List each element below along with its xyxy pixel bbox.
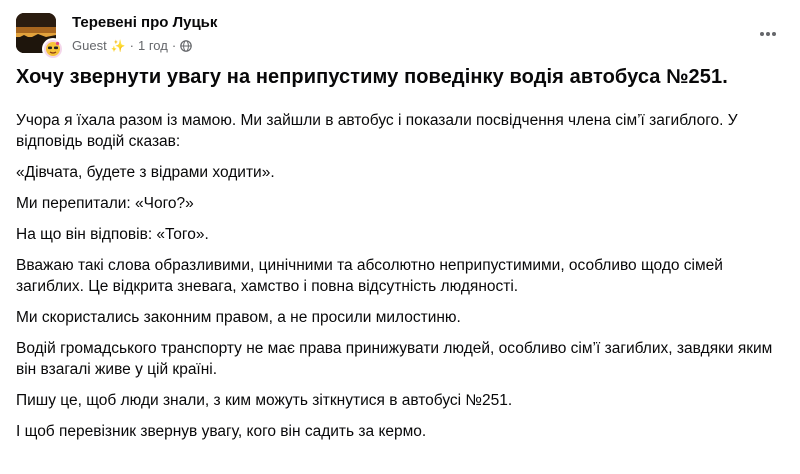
post-paragraph: На що він відповів: «Того».	[16, 226, 209, 243]
group-name-link[interactable]: Теревені про Луцьк	[72, 14, 218, 31]
post-body	[16, 110, 784, 452]
post-paragraph: Вважаю такі слова образливими, цинічними та абсолютно неприпустимими, особливо щодо сімей загиблих. Це відкрита зневага, хамство і повна відсутність людяності.	[16, 257, 723, 295]
post-title: Хочу звернути увагу на неприпустиму поведінку водія автобуса №251.	[16, 66, 728, 88]
post-paragraph: Водій громадського транспорту не має права принижувати людей, особливо сім’ї загиблих, завдяки яким він взагалі живе у цій країні.	[16, 340, 773, 378]
more-options-icon	[759, 31, 777, 37]
post-paragraph: Ми перепитали: «Чого?»	[16, 195, 194, 212]
post-meta	[72, 38, 192, 53]
meta-separator-2: ·	[171, 38, 177, 53]
post-header	[16, 10, 784, 60]
post-paragraph: «Дівчата, будете з відрами ходити».	[16, 164, 275, 181]
sparkle-icon: ✨	[110, 38, 126, 53]
post-paragraph: І щоб перевізник звернув увагу, кого він садить за кермо.	[16, 423, 427, 440]
post-paragraph: Пишу це, щоб люди знали, з ким можуть зіткнутися в автобусі №251.	[16, 392, 513, 409]
post-paragraph: Учора я їхала разом із мамою. Ми зайшли в автобус і показали посвідчення члена сім’ї загиблого. У відповідь водій сказав:	[16, 112, 738, 150]
author-label[interactable]: Guest	[72, 38, 107, 53]
meta-separator: ·	[129, 38, 134, 53]
post-time[interactable]: 1 год	[137, 38, 168, 53]
post-paragraph: Ми скористались законним правом, а не просили милостиню.	[16, 309, 461, 326]
globe-icon[interactable]	[180, 40, 192, 52]
guest-avatar[interactable]	[42, 38, 64, 60]
guest-face-icon	[45, 41, 61, 57]
more-options-button[interactable]	[756, 24, 780, 44]
